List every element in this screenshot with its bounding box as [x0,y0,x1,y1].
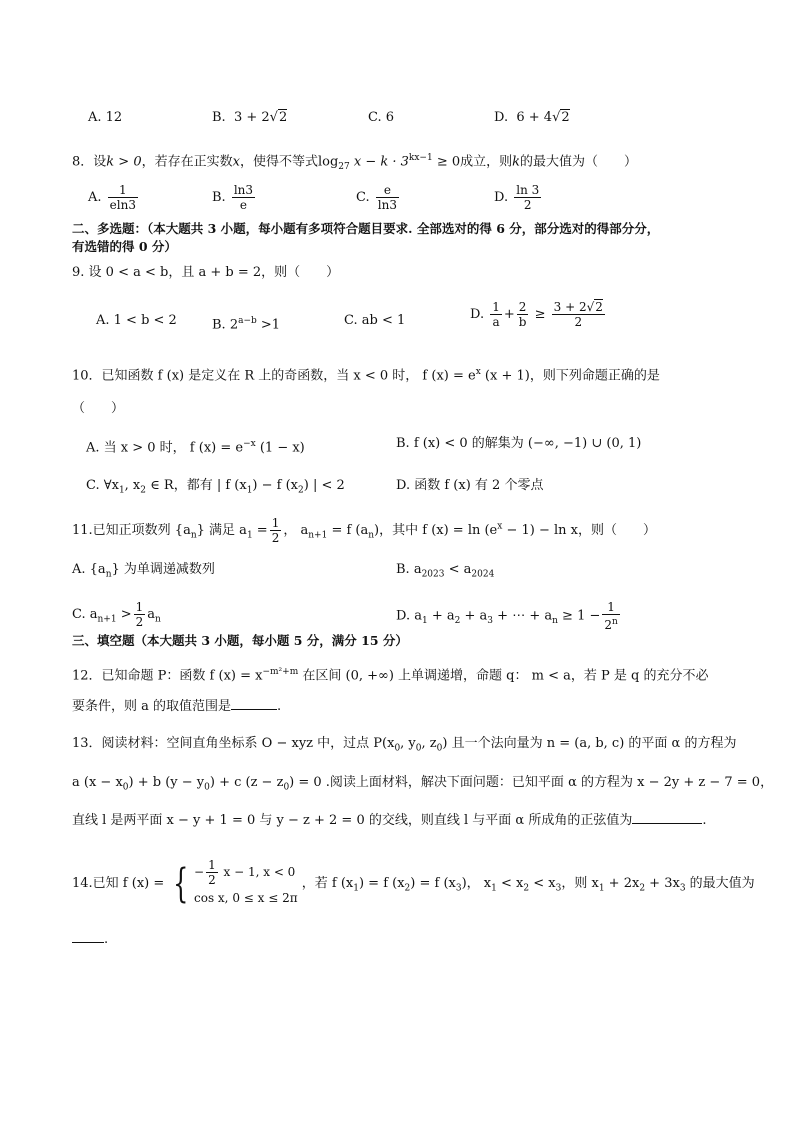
q8-option-b-label: B. [212,190,226,205]
q8-stem-part: 的最大值为（ ） [520,154,638,170]
q7-option-b: B. 3 + 2√2 [212,110,288,125]
q14-stem-sub: 3 [555,883,562,894]
q14-stem-part: ) = f (x [358,876,405,891]
q7-option-c-text: C. 6 [368,110,395,125]
q12-line-1-sup: −m²+m [262,667,299,677]
q13-line-1-part: , z [421,736,437,751]
q14-stem [72,858,755,911]
q8-option-c-label: C. [356,190,370,205]
q10-option-a-part: A. 当 x > 0 时， f (x) = e [86,440,244,456]
q9-option-b-exponent: a−b [238,316,257,326]
q8-option-c-den: ln3 [377,198,397,212]
q11-option-d-fraction [602,600,619,632]
q8-option-d [494,183,543,212]
q13-line-2-part: ) = 0 .阅读上面材料，解决下面问题：已知平面 α 的方程为 x − 2y + z − 7 = 0， [289,775,774,790]
q7-option-d-radicand: 2 [561,110,570,125]
section-3-header: 三、填空题（本大题共 3 小题，每小题 5 分，满分 15 分） [72,633,408,648]
q14-stem-sub: 1 [491,883,497,894]
q11-option-a-part: } 为单调递减数列 [111,562,215,577]
q11-option-d-num: 1 [602,600,619,615]
q10-option-d: D. 函数 f (x) 有 2 个零点 [396,478,544,493]
q14-stem-part: )， x [461,876,492,891]
q7-option-b-radicand: 2 [278,110,288,125]
q11-option-d-part: D. a [396,608,422,624]
q9-option-d-num-2: 2 [517,300,529,315]
q11-option-d-part: + ⋯ + a [493,608,553,624]
q9-option-c: C. ab < 1 [344,313,406,328]
q8-stem-part: k > 0 [106,154,142,170]
q14-stem-sub: 3 [679,883,686,894]
q8-option-d-label: D. [494,190,509,205]
q7-option-a-text: A. 12 [88,110,123,125]
q9-option-d-plus: + [503,307,515,322]
q11-stem-sub: 1 [246,530,253,541]
q10-stem-line-2: （ ） [72,401,125,416]
q11-option-a-part: A. {a [72,562,106,577]
q8-option-c [356,183,401,212]
q14-stem-sub: 2 [523,883,530,894]
q10-option-c-part: ) − f (x [252,478,298,493]
q11-option-c-part: > [116,607,132,622]
q13-answer-blank[interactable] [632,811,702,824]
q7-option-c [368,108,394,128]
q10-stem-part: 10．已知函数 f (x) 是定义在 R 上的奇函数，当 x < 0 时， f (x) = e [72,368,476,384]
q10-stem-line-1 [72,362,660,386]
q7-option-b-label: B. [212,110,226,125]
q8-option-b [212,183,257,212]
q13-line-2-sub: 0 [122,782,129,793]
q9-option-b-label: B. 2 [212,317,239,333]
q13-line-3: 直线 l 是两平面 x − y + 1 = 0 与 y − z + 2 = 0 的交线，则直线 l 与平面 α 所成角的正弦值为 . [72,813,707,828]
q14-case-1-fraction [206,858,218,887]
q10-option-c-part: ∈ R，都有 | f (x [146,478,247,493]
q9-option-b [212,311,280,335]
q11-option-d [396,600,622,632]
q8-option-c-fraction [376,183,399,212]
q8-stem-part: x − k · 3 [349,154,409,170]
q14-stem-part: ) = f (x [410,876,456,891]
q10-option-a [86,434,305,458]
q9-option-d-num-1: 1 [492,300,500,314]
q13-line-1-part: 13．阅读材料：空间直角坐标系 O − xyz 中，过点 P(x [72,736,395,751]
q8-option-d-fraction [514,183,541,212]
q10-stem-sup: x [475,367,481,377]
q14-case-1-part: − [194,865,205,879]
q13-line-3-text: 直线 l 是两平面 x − y + 1 = 0 与 y − z + 2 = 0 的交线，则直线 l 与平面 α 所成角的正弦值为 [72,813,633,828]
q8-stem-part: 成立，则 [460,154,513,170]
q14-stem-part: < x [496,876,524,891]
q9-option-d-num-3-radicand: 2 [595,300,603,314]
q13-line-1-sub: 0 [436,743,443,754]
q7-option-d: D. 6 + 4√2 [494,110,570,125]
q8-option-a-num: 1 [108,183,138,198]
q12-answer-blank[interactable] [231,697,277,710]
q14-case-1-part: x − 1, x < 0 [219,865,296,879]
q8-option-d-den: 2 [523,198,532,212]
q11-stem-part: ， a [283,523,309,538]
q8-option-c-num: e [376,183,399,198]
q11-stem-part: } 满足 a [196,523,247,538]
q11-option-d-sub: n [552,616,558,627]
q14-stem-part: ，则 x [561,876,599,891]
q9-option-d-ge: ≥ [534,307,546,322]
q11-stem-fraction [270,516,282,545]
q11-option-c-sub: n [155,614,161,625]
q14-stem-part: + 3x [645,876,680,891]
q14-stem-sub: 2 [639,883,646,894]
q14-case-1 [194,858,298,887]
q11-option-d-part: ≥ 1 − [557,608,601,624]
q9-option-d-num-3-expr: 3 + 2 [553,300,587,314]
q11-stem-sub: n [190,530,197,541]
q9-stem: 9. 设 0 < a < b，且 a + b = 2，则（ ） [72,265,340,280]
q8-stem-part: k [512,154,521,170]
q11-option-b [396,560,494,585]
q14-stem-part: + 2x [604,876,640,891]
q13-line-1-sub: 0 [415,743,422,754]
q12-line-1 [72,662,708,686]
q8-stem-part: ≥ 0 [432,154,461,170]
q10-option-c-part: , x [124,478,141,493]
q11-stem [72,516,656,546]
q14-piecewise-cases [194,858,298,909]
q11-option-a-sub: n [105,569,112,580]
q13-line-2-sub: 0 [204,782,210,793]
q11-option-d-sub: 2 [454,616,461,627]
q8-option-b-den: e [239,198,247,212]
q9-option-d-den-2: b [518,315,527,329]
q10-option-c [86,476,345,501]
q11-option-c-part: C. a [72,607,98,622]
q14-stem-part: < x [529,876,556,891]
q9-option-d [470,300,607,329]
q8-stem-part: ，使得不等式 [239,154,318,170]
q11-stem-sup: x [497,521,503,532]
q14-stem-sub: 1 [598,883,605,894]
q9-option-d-den-1: a [492,315,500,329]
q8-stem-part: x [232,154,240,170]
q11-option-c-part: a [147,607,156,622]
q13-line-2 [72,773,773,798]
q7-option-b-expr: 3 + 2 [233,110,270,125]
q11-stem-part: )，其中 f (x) = ln (e [374,523,498,538]
q11-option-b-sub: 2023 [421,569,445,580]
q13-line-1-part: ) 且一个法向量为 n = (a, b, c) 的平面 α 的方程为 [442,736,737,751]
q9-option-d-num-3: 3 + 2√2 [553,300,603,314]
q11-option-c-num: 1 [135,600,144,614]
q14-stem-part: ，若 f (x [301,876,354,891]
q13-line-1-sub: 0 [394,743,401,754]
q11-option-d-part: + a [427,608,455,624]
q11-option-b-sub: 2024 [471,569,495,580]
q11-stem-sub: n+1 [308,530,328,541]
q9-option-d-frac-3 [552,300,605,329]
q10-option-c-part: ) | < 2 [303,478,345,493]
q14-stem-part: 14.已知 f (x) = [72,876,165,891]
section-2-header-line-1: 二、多选题：（本大题共 3 小题，每小题有多项符合题目要求. 全部选对的得 6 分，部分选对的得部分分， [72,221,660,236]
q9-option-a: A. 1 < b < 2 [96,313,177,328]
q8-option-a [88,183,140,212]
q14-stem-sub: 2 [404,883,411,894]
q12-line-2-text: 要条件，则 a 的取值范围是 [72,699,232,714]
q8-stem-part: log [317,154,339,170]
q8-stem-sup: kx−1 [408,153,433,163]
q11-option-d-sub: 3 [487,616,494,627]
q8-option-b-num: ln3 [233,183,254,197]
q14-case-1-den: 2 [208,873,216,887]
q9-option-d-frac-2 [517,300,529,329]
q11-option-d-den-exp: n [612,617,618,627]
q11-option-b-part: < a [444,562,472,577]
q14-stem-part: 的最大值为 [685,876,755,891]
q10-option-c-part: C. ∀x [86,478,119,493]
q11-option-b-part: B. a [396,562,422,577]
q11-stem-frac-den: 2 [271,531,280,545]
q11-stem-part: − 1) − ln x，则（ ） [502,523,656,538]
q14-case-1-num: 1 [208,858,216,872]
q13-line-2-part: ) + c (z − z [209,775,284,790]
q13-line-1 [72,734,736,759]
q8-stem-sub: 27 [338,161,350,172]
q10-option-c-sub: 1 [118,485,125,496]
q11-option-c [72,600,161,630]
q7-option-d-label: D. [494,110,509,125]
q13-line-2-sub: 0 [283,782,290,793]
q8-stem [72,148,637,177]
q7-option-a [88,108,122,128]
q11-stem-part: = [252,523,268,538]
q12-line-1-part: 在区间 (0, +∞) 上单调递增，命题 q： m < a，若 P 是 q 的充分不必 [298,668,709,684]
q13-line-2-part: a (x − x [72,775,123,790]
q14-stem-sub: 1 [353,883,359,894]
q9-option-d-label: D. [470,307,485,322]
q8-option-a-fraction [108,183,138,212]
q9-option-d-frac-1 [490,300,502,329]
q10-option-a-sup: −x [243,439,256,449]
q8-option-b-fraction [232,183,255,212]
q12-line-1-part: 12．已知命题 P：函数 f (x) = x [72,668,263,684]
q10-stem-part: (x + 1)，则下列命题正确的是 [480,368,660,384]
q10-option-b: B. f (x) < 0 的解集为 (−∞, −1) ∪ (0, 1) [396,436,642,451]
q11-option-d-den-base: 2 [604,618,612,632]
left-brace-icon: { [173,860,189,907]
q13-line-2-part: ) + b (y − y [128,775,205,790]
q11-option-c-den: 2 [135,615,144,629]
q9-option-d-den-3: 2 [574,315,583,329]
q10-option-c-sub: 1 [246,485,253,496]
q14-answer-blank[interactable] [72,930,104,943]
q9-option-b-tail: >1 [256,317,281,333]
q11-option-d-den [602,615,619,632]
q12-line-2: 要条件，则 a 的取值范围是 . [72,699,282,714]
q11-stem-sub: n [368,530,375,541]
q8-stem-part: ，若存在正实数 [141,154,233,170]
q10-option-a-part: (1 − x) [255,440,305,456]
section-2-header-line-2: 有选错的得 0 分） [72,239,177,254]
q11-stem-part: = f (a [327,523,369,538]
q14-case-2: cos x, 0 ≤ x ≤ 2π [194,891,298,905]
q11-option-d-sub: 1 [421,616,428,627]
q8-option-d-num: ln 3 [516,183,540,197]
q8-option-a-label: A. [88,190,102,205]
q13-line-1-part: , y [400,736,416,751]
q11-option-a [72,560,215,585]
q11-option-d-part: + a [460,608,488,624]
q14-answer-line: . [72,930,108,950]
q14-stem-sub: 3 [455,883,462,894]
q11-option-c-sub: n+1 [97,614,117,625]
q8-stem-part: 8．设 [72,154,107,170]
q11-option-c-fraction [134,600,146,629]
q11-stem-frac-num: 1 [271,516,280,530]
q8-option-a-den: eln3 [109,198,136,212]
q10-option-c-sub: 2 [298,485,304,496]
q7-option-d-expr: 6 + 4 [516,110,553,125]
q11-stem-part: 11.已知正项数列 {a [72,523,191,538]
q10-option-c-sub: 2 [140,485,147,496]
